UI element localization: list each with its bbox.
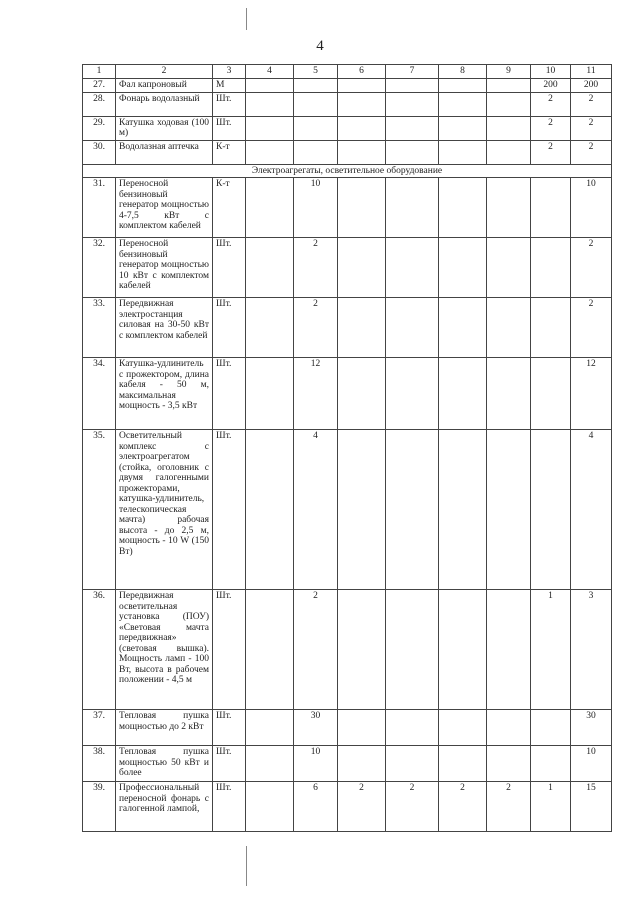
qty-c7 [386, 358, 439, 430]
qty-c8 [439, 430, 487, 590]
row-number: 34. [83, 358, 116, 430]
column-number: 4 [246, 65, 294, 79]
empty-cell [246, 178, 294, 238]
qty-c5: 12 [294, 358, 338, 430]
qty-c11: 30 [571, 710, 612, 746]
table-row [83, 92, 612, 116]
qty-c7 [386, 746, 439, 782]
qty-c6: 2 [338, 782, 386, 832]
qty-c10 [531, 298, 571, 358]
qty-c11: 3 [571, 590, 612, 710]
unit: Шт. [213, 782, 246, 832]
qty-c9: 2 [487, 782, 531, 832]
empty-cell [386, 116, 439, 140]
row-number: 36. [83, 590, 116, 710]
unit: Шт. [213, 238, 246, 298]
qty-c10: 200 [531, 79, 571, 93]
item-name: Передвижная электростанция силовая на 30-50 кВт с комплектом кабелей [116, 298, 213, 358]
item-name: Профессиональный переносной фонарь с галогенной лампой, [116, 782, 213, 832]
qty-c10 [531, 358, 571, 430]
table-row [83, 782, 612, 832]
empty-cell [386, 140, 439, 164]
column-number: 5 [294, 65, 338, 79]
row-number: 30. [83, 140, 116, 164]
empty-cell [246, 782, 294, 832]
table-row [83, 178, 612, 238]
qty-c10: 1 [531, 590, 571, 710]
unit: К-т [213, 140, 246, 164]
unit: Шт. [213, 590, 246, 710]
qty-c5 [294, 140, 338, 164]
table-row [83, 79, 612, 93]
item-name: Тепловая пушка мощностью 50 кВт и более [116, 746, 213, 782]
empty-cell [246, 79, 294, 93]
qty-c11: 2 [571, 298, 612, 358]
column-number: 11 [571, 65, 612, 79]
empty-cell [439, 140, 487, 164]
qty-c5: 2 [294, 238, 338, 298]
empty-cell [487, 79, 531, 93]
qty-c11: 200 [571, 79, 612, 93]
item-name: Катушка ходовая (100 м) [116, 116, 213, 140]
unit: Шт. [213, 116, 246, 140]
row-number: 38. [83, 746, 116, 782]
row-number: 27. [83, 79, 116, 93]
qty-c10 [531, 710, 571, 746]
column-number: 7 [386, 65, 439, 79]
item-name: Переносной бензиновый генератор мощностью 4-7,5 кВт с комплектом кабелей [116, 178, 213, 238]
qty-c5: 30 [294, 710, 338, 746]
empty-cell [338, 79, 386, 93]
table-row [83, 298, 612, 358]
qty-c11: 10 [571, 746, 612, 782]
qty-c6 [338, 710, 386, 746]
empty-cell [487, 92, 531, 116]
table-row [83, 710, 612, 746]
table-row [83, 430, 612, 590]
empty-cell [246, 116, 294, 140]
column-number: 2 [116, 65, 213, 79]
qty-c9 [487, 178, 531, 238]
unit: Шт. [213, 358, 246, 430]
row-number: 28. [83, 92, 116, 116]
section-title: Электроагрегаты, осветительное оборудование [83, 164, 612, 178]
qty-c11: 2 [571, 92, 612, 116]
qty-c11: 12 [571, 358, 612, 430]
empty-cell [487, 116, 531, 140]
qty-c9 [487, 358, 531, 430]
qty-c6 [338, 298, 386, 358]
empty-cell [246, 238, 294, 298]
qty-c7 [386, 710, 439, 746]
item-name: Фонарь водолазный [116, 92, 213, 116]
qty-c10 [531, 238, 571, 298]
qty-c8 [439, 590, 487, 710]
qty-c7 [386, 178, 439, 238]
column-number: 1 [83, 65, 116, 79]
table-row [83, 238, 612, 298]
empty-cell [338, 116, 386, 140]
qty-c5: 10 [294, 746, 338, 782]
row-number: 39. [83, 782, 116, 832]
table-row [83, 746, 612, 782]
empty-cell [246, 358, 294, 430]
row-number: 29. [83, 116, 116, 140]
empty-cell [487, 140, 531, 164]
empty-cell [246, 710, 294, 746]
qty-c7 [386, 238, 439, 298]
qty-c11: 2 [571, 116, 612, 140]
empty-cell [246, 590, 294, 710]
row-number: 37. [83, 710, 116, 746]
table-row [83, 140, 612, 164]
qty-c6 [338, 358, 386, 430]
empty-cell [386, 92, 439, 116]
empty-cell [338, 140, 386, 164]
empty-cell [439, 116, 487, 140]
table-row [83, 116, 612, 140]
qty-c5: 6 [294, 782, 338, 832]
row-number: 32. [83, 238, 116, 298]
qty-c10: 2 [531, 92, 571, 116]
qty-c5: 2 [294, 298, 338, 358]
column-number: 8 [439, 65, 487, 79]
qty-c11: 10 [571, 178, 612, 238]
qty-c5: 2 [294, 590, 338, 710]
empty-cell [439, 92, 487, 116]
qty-c10 [531, 746, 571, 782]
qty-c10 [531, 430, 571, 590]
empty-cell [246, 746, 294, 782]
empty-cell [246, 92, 294, 116]
unit: К-т [213, 178, 246, 238]
empty-cell [338, 92, 386, 116]
row-number: 31. [83, 178, 116, 238]
table-row [83, 590, 612, 710]
qty-c7: 2 [386, 782, 439, 832]
qty-c8 [439, 710, 487, 746]
equipment-table [82, 64, 612, 832]
qty-c6 [338, 238, 386, 298]
item-name: Передвижная осветительная установка (ПОУ) «Световая мачта передвижная» (световая вышка). Мощность ламп - 100 Вт, высота в рабочем положении - 4,5 м [116, 590, 213, 710]
page-number: 4 [316, 38, 324, 54]
unit: Шт. [213, 430, 246, 590]
qty-c8 [439, 746, 487, 782]
qty-c6 [338, 590, 386, 710]
unit: Шт. [213, 298, 246, 358]
qty-c8 [439, 178, 487, 238]
qty-c11: 2 [571, 140, 612, 164]
qty-c9 [487, 590, 531, 710]
empty-cell [439, 79, 487, 93]
item-name: Фал капроновый [116, 79, 213, 93]
qty-c5 [294, 92, 338, 116]
qty-c6 [338, 430, 386, 590]
empty-cell [246, 430, 294, 590]
qty-c8 [439, 298, 487, 358]
qty-c6 [338, 746, 386, 782]
qty-c10: 1 [531, 782, 571, 832]
qty-c9 [487, 746, 531, 782]
qty-c9 [487, 710, 531, 746]
row-number: 33. [83, 298, 116, 358]
qty-c5 [294, 116, 338, 140]
qty-c10 [531, 178, 571, 238]
scan-mark-bottom [246, 846, 247, 886]
qty-c5: 10 [294, 178, 338, 238]
qty-c7 [386, 298, 439, 358]
qty-c7 [386, 430, 439, 590]
qty-c5: 4 [294, 430, 338, 590]
unit: Шт. [213, 710, 246, 746]
qty-c9 [487, 430, 531, 590]
qty-c10: 2 [531, 140, 571, 164]
column-number: 3 [213, 65, 246, 79]
column-number: 9 [487, 65, 531, 79]
item-name: Осветительный комплекс с электроагрегатом (стойка, оголовник с двумя галогенными прожекторами, катушка-удлинитель, телескопическая мачта) рабочая высота - до 2,5 м, мощность - 10 W (150 Вт) [116, 430, 213, 590]
item-name: Переносной бензиновый генератор мощностью 10 кВт с комплектом кабелей [116, 238, 213, 298]
qty-c8: 2 [439, 782, 487, 832]
empty-cell [246, 298, 294, 358]
column-header-row [83, 65, 612, 79]
scan-mark-top [246, 8, 247, 30]
column-number: 6 [338, 65, 386, 79]
unit: Шт. [213, 746, 246, 782]
unit: М [213, 79, 246, 93]
qty-c5 [294, 79, 338, 93]
qty-c9 [487, 298, 531, 358]
item-name: Водолазная аптечка [116, 140, 213, 164]
qty-c8 [439, 358, 487, 430]
item-name: Тепловая пушка мощностью до 2 кВт [116, 710, 213, 746]
table-row [83, 358, 612, 430]
row-number: 35. [83, 430, 116, 590]
column-number: 10 [531, 65, 571, 79]
unit: Шт. [213, 92, 246, 116]
qty-c11: 15 [571, 782, 612, 832]
empty-cell [386, 79, 439, 93]
qty-c11: 4 [571, 430, 612, 590]
qty-c7 [386, 590, 439, 710]
qty-c8 [439, 238, 487, 298]
qty-c10: 2 [531, 116, 571, 140]
qty-c11: 2 [571, 238, 612, 298]
qty-c6 [338, 178, 386, 238]
empty-cell [246, 140, 294, 164]
section-row [83, 164, 612, 178]
item-name: Катушка-удлинитель с прожектором, длина кабеля - 50 м, максимальная мощность - 3,5 кВт [116, 358, 213, 430]
qty-c9 [487, 238, 531, 298]
